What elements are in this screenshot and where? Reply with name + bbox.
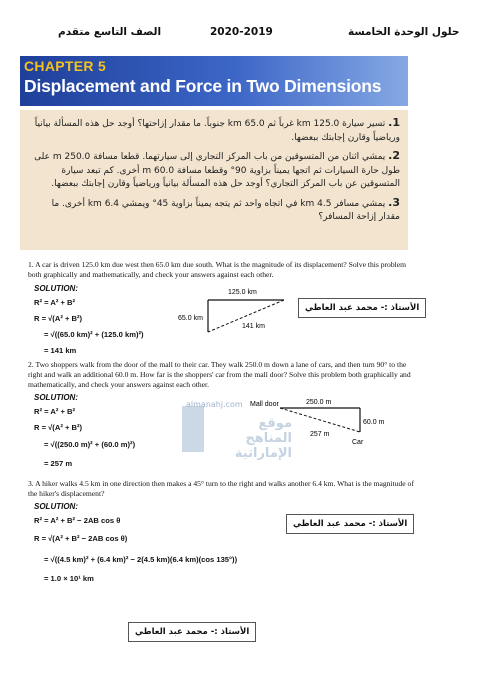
equation-result: = 257 m xyxy=(44,459,73,468)
solution-label: SOLUTION: xyxy=(34,393,78,402)
equation: R = √(A² + B²) xyxy=(34,314,83,323)
teacher-name-box: الأستاذ :- محمد عبد العاطي xyxy=(298,298,426,318)
diagram-label-side: 60.0 m xyxy=(363,419,385,426)
displacement-diagram-1 xyxy=(176,282,296,342)
diagram-label-hyp: 141 km xyxy=(242,323,265,330)
equation: R² = A² + B² xyxy=(34,298,76,307)
header-unit-solutions: حلول الوحدة الخامسة xyxy=(348,26,460,38)
teacher-name-box: الأستاذ :- محمد عبد العاطي xyxy=(286,514,414,534)
equation: R² = A² + B² − 2AB cos θ xyxy=(34,516,121,525)
equation-result: = 141 km xyxy=(44,346,77,355)
watermark-site: almanahj.com xyxy=(186,400,243,409)
header-grade: الصف التاسع متقدم xyxy=(58,26,162,38)
problem-1-text: 1. A car is driven 125.0 km due west then 65.0 km due south. What is the magnitude of its displacement? Solve this problem both graphically and mathematically, and check your answers against each other. xyxy=(28,260,407,279)
equation: = √((250.0 m)² + (60.0 m)²) xyxy=(44,440,136,449)
teacher-name-box: الأستاذ :- محمد عبد العاطي xyxy=(128,622,256,642)
watermark-logo xyxy=(182,406,204,452)
equation: = √((4.5 km)² + (6.4 km)² − 2(4.5 km)(6.4 km)(cos 135°)) xyxy=(44,555,238,564)
solution-label: SOLUTION: xyxy=(34,284,78,293)
diagram-label-side: 65.0 km xyxy=(178,315,203,322)
diagram-label-top: 125.0 km xyxy=(228,289,257,296)
solution-label: SOLUTION: xyxy=(34,502,78,511)
equation: R = √(A² + B²) xyxy=(34,423,83,432)
diagram-label-start: Mall door xyxy=(250,401,279,408)
arabic-question: 3. يمشي مسافر 4.5 km في اتجاه واحد ثم يتجه يميناً بزاوية 45° ويمشي 6.4 km أخرى. ما مقدار إزاحة المسافر؟ xyxy=(51,195,400,222)
equation: R² = A² + B² xyxy=(34,407,76,416)
equation-result: = 1.0 × 10¹ km xyxy=(44,574,94,583)
displacement-diagram-2 xyxy=(250,392,390,450)
chapter-banner xyxy=(20,56,408,106)
equation: = √((65.0 km)² + (125.0 km)²) xyxy=(44,330,144,339)
arabic-questions-box xyxy=(20,110,408,250)
equation: R = √(A² + B² − 2AB cos θ) xyxy=(34,534,128,543)
chapter-number: CHAPTER 5 xyxy=(24,58,107,74)
arabic-question: 1. تسير سيارة 125.0 km غرباً ثم 65.0 km جنوباً. ما مقدار إزاحتها؟ أوجد حل هذه المسألة بيانياً ورياضياً وقارن إجابتك ببعضها. xyxy=(34,116,400,143)
problem-2-text: 2. Two shoppers walk from the door of the mall to their car. They walk 250.0 m down a lane of cars, and then turn 90° to the right and walk an additional 60.0 m. How far is the shoppers' car from the mall door? Solve this problem both graphically and mathematically, and check your answers against each other. xyxy=(28,360,411,389)
diagram-label-top: 250.0 m xyxy=(306,399,332,406)
chapter-title: Displacement and Force in Two Dimensions xyxy=(24,76,382,96)
diagram-label-end: Car xyxy=(352,439,364,446)
header-year: 2020-2019 xyxy=(210,26,273,38)
arabic-question: 2. يمشي اثنان من المتسوقين من باب المركز التجاري إلى سيارتهما. قطعا مسافة 250.0 m على طول حارة السيارات ثم اتجها يميناً بزاوية 90° وقطعا مسافة 60.0 m أخرى. كم تبعد سيارة المتسوقين عن باب المركز التجاري؟ أوجد حل هذه المسألة بيانياً ورياضياً وقارن إجابتك ببعضها. xyxy=(34,149,400,189)
diagram-label-hyp: 257 m xyxy=(310,431,330,438)
problem-3-text: 3. A hiker walks 4.5 km in one direction then makes a 45° turn to the right and walks another 6.4 km. What is the magnitude of the hiker's displacement? xyxy=(28,479,414,498)
watermark-arabic: موقع المناهج الإماراتية xyxy=(234,416,292,461)
